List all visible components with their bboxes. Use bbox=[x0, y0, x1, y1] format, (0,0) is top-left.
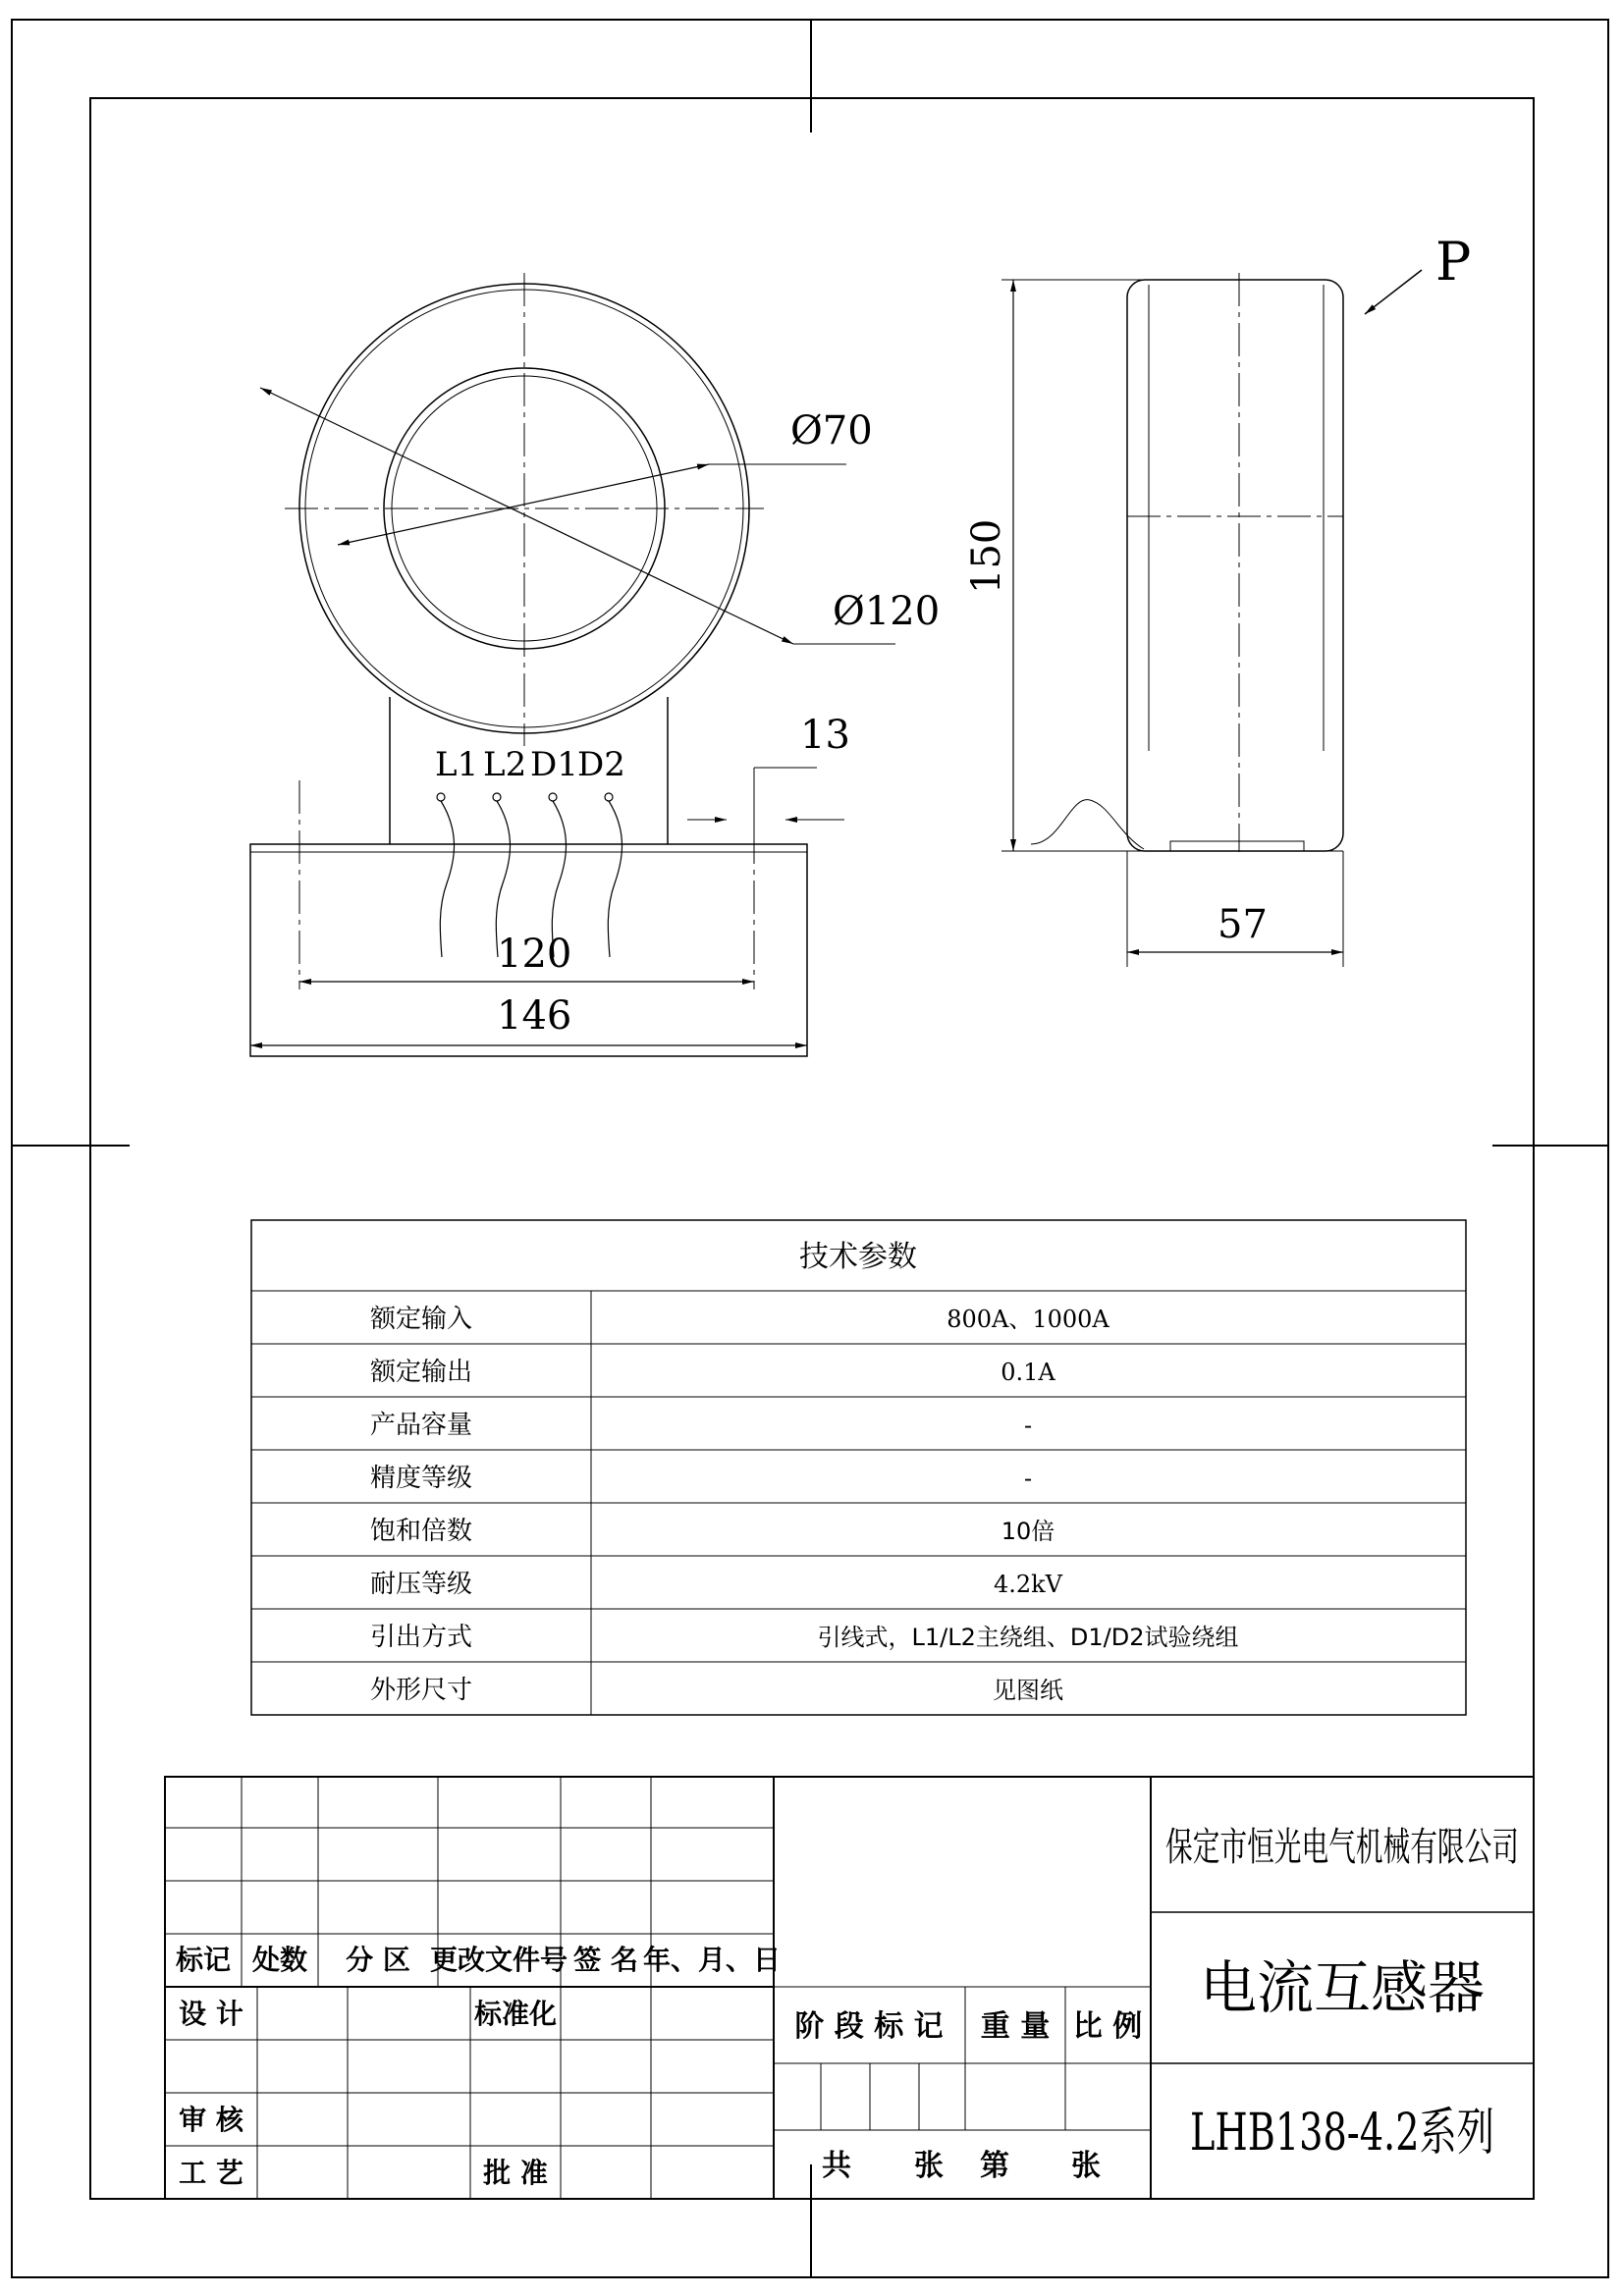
spec-value-capacity: - bbox=[1023, 1412, 1033, 1439]
spec-label-saturation: 饱和倍数 bbox=[369, 1517, 473, 1546]
spec-value-rated-output: 0.1A bbox=[1001, 1359, 1055, 1386]
label-sheets-unit: 张 bbox=[914, 2149, 944, 2183]
spec-label-rated-input: 额定输入 bbox=[369, 1305, 473, 1334]
label-weight: 重 量 bbox=[980, 2009, 1051, 2044]
label-sheet-no: 第 bbox=[980, 2149, 1009, 2183]
rev-header-doc-no: 更改文件号 bbox=[429, 1944, 568, 1976]
dim-inner-diameter: Ø70 bbox=[790, 408, 873, 454]
spec-label-withstand: 耐压等级 bbox=[369, 1570, 473, 1599]
terminal-label-d1: D1 bbox=[530, 745, 578, 784]
model-number: LHB138-4.2系列 bbox=[1190, 2104, 1494, 2163]
front-view bbox=[250, 273, 940, 1056]
terminal-label-l2: L2 bbox=[483, 745, 527, 784]
label-scale: 比 例 bbox=[1072, 2009, 1143, 2044]
label-design: 设 计 bbox=[179, 1998, 243, 2030]
label-process: 工 艺 bbox=[179, 2157, 243, 2189]
view-arrow-label: P bbox=[1435, 231, 1472, 293]
rev-header-date: 年、月、日 bbox=[642, 1944, 782, 1976]
spec-value-saturation: 10倍 bbox=[1001, 1518, 1055, 1545]
rev-header-zone: 分 区 bbox=[346, 1944, 410, 1976]
label-standardization: 标准化 bbox=[473, 1998, 558, 2030]
side-view bbox=[964, 231, 1471, 967]
spec-label-accuracy: 精度等级 bbox=[369, 1464, 473, 1493]
label-sheets-total: 共 bbox=[822, 2149, 851, 2183]
spec-value-withstand: 4.2kV bbox=[993, 1571, 1063, 1598]
label-approve: 批 准 bbox=[483, 2157, 548, 2189]
spec-table bbox=[251, 1220, 1466, 1715]
rev-header-signature: 签 名 bbox=[573, 1944, 638, 1976]
label-sheet-unit2: 张 bbox=[1071, 2149, 1101, 2183]
label-review: 审 核 bbox=[179, 2104, 243, 2136]
spec-value-rated-input: 800A、1000A bbox=[947, 1306, 1109, 1333]
terminal-label-l1: L1 bbox=[435, 745, 479, 784]
dim-depth: 57 bbox=[1217, 902, 1268, 947]
dim-edge-offset: 13 bbox=[800, 713, 850, 758]
dim-base-hole-spacing: 120 bbox=[497, 932, 572, 977]
spec-table-title: 技术参数 bbox=[799, 1240, 917, 1274]
spec-label-dimensions: 外形尺寸 bbox=[369, 1676, 473, 1705]
spec-label-lead-out: 引出方式 bbox=[369, 1623, 473, 1652]
rev-header-count: 处数 bbox=[251, 1944, 308, 1976]
spec-value-accuracy: - bbox=[1023, 1465, 1033, 1492]
label-stage-mark: 阶 段 标 记 bbox=[794, 2009, 944, 2044]
spec-value-lead-out: 引线式，L1/L2主绕组、D1/D2试验绕组 bbox=[817, 1624, 1239, 1651]
terminal-label-d2: D2 bbox=[577, 745, 625, 784]
company-name: 保定市恒光电气机械有限公司 bbox=[1165, 1825, 1519, 1870]
dim-height: 150 bbox=[964, 518, 1009, 594]
rev-header-mark: 标记 bbox=[175, 1944, 232, 1976]
product-name: 电流互感器 bbox=[1199, 1954, 1486, 2021]
dim-base-length: 146 bbox=[497, 993, 572, 1039]
spec-label-capacity: 产品容量 bbox=[369, 1411, 473, 1440]
spec-value-dimensions: 见图纸 bbox=[993, 1677, 1063, 1704]
title-block bbox=[165, 1777, 1534, 2199]
sheet-frame bbox=[12, 20, 1608, 2277]
dim-outer-diameter: Ø120 bbox=[833, 589, 941, 634]
spec-label-rated-output: 额定输出 bbox=[369, 1358, 473, 1387]
